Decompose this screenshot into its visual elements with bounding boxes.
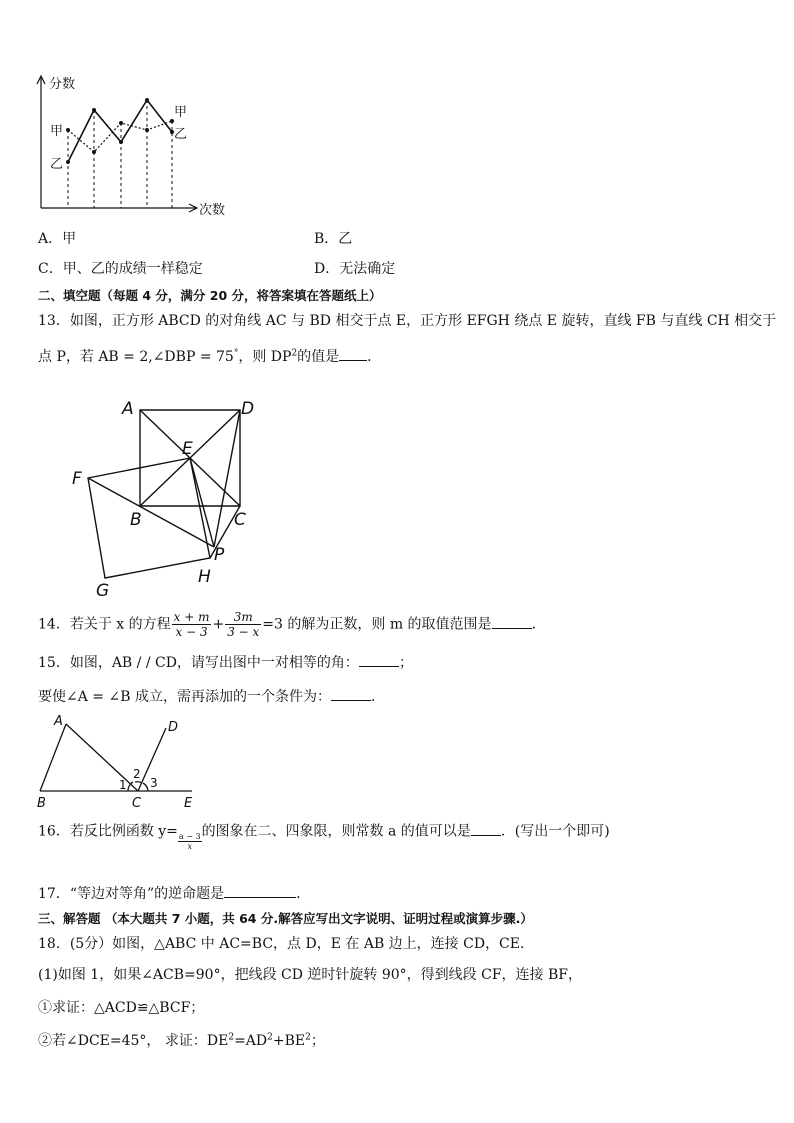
label-B: B [130, 510, 142, 530]
q16-answer-blank[interactable] [471, 823, 501, 836]
q14-fraction-1: $\frac{x + m}{x - 3}$ [173, 610, 210, 639]
y-axis-label: 分数 [49, 77, 76, 92]
angle-2: 2 [133, 767, 141, 781]
q12-option-b: B．乙 [314, 231, 353, 247]
label-E: E [182, 439, 193, 459]
left-yi-label: 乙 [50, 157, 64, 172]
q13-answer-blank[interactable] [339, 348, 367, 361]
q16: 16．若反比例函数 y= $\frac{a - 3}{x}$ 的图象在二、四象限，则常数 a 的值可以是 ．(写出一个即可) [38, 823, 610, 851]
q18-line1: 18．(5分）如图，△ABC 中 AC=BC，点 D，E 在 AB 边上，连接 CD，CE． [38, 936, 534, 952]
left-jia-label: 甲 [50, 124, 64, 139]
q12-option-d: D．无法确定 [314, 261, 396, 277]
label-F: F [72, 469, 82, 489]
label-D: D [168, 720, 179, 735]
label-H: H [198, 567, 211, 587]
right-yi-label: 乙 [174, 127, 188, 142]
q15-line1: 15．如图，AB / / CD，请写出图中一对相等的角： ； [38, 655, 413, 671]
right-jia-label: 甲 [174, 105, 188, 120]
section2-title: 二、填空题（每题 4 分，满分 20 分，将答案填在答题纸上） [38, 288, 382, 303]
q12-score-chart [30, 72, 240, 222]
label-D: D [241, 399, 255, 419]
section3-title: 三、解答题 （本大题共 7 小题，共 64 分.解答应写出文字说明、证明过程或演算步骤.） [38, 911, 533, 926]
label-P: P [214, 545, 225, 565]
label-B: B [37, 796, 46, 810]
label-A: A [54, 714, 63, 729]
x-axis-label: 次数 [199, 203, 226, 218]
q15-answer-blank-2[interactable] [331, 688, 371, 701]
angle-1: 1 [119, 778, 127, 792]
q15-parallel-figure [34, 712, 214, 810]
series-points [66, 98, 174, 164]
q14: 14．若关于 x 的方程 $\frac{x + m}{x - 3}$ + $\frac{3m}{3 - x}$ =3 的解为正数，则 m 的取值范围是 ． [38, 610, 546, 639]
q13-square-figure [60, 392, 270, 597]
label-C: C [132, 796, 142, 810]
q18-line3: ①求证：△ACD≌△BCF； [38, 1000, 205, 1016]
series-yi-line [68, 121, 172, 152]
q17: 17．“等边对等角”的逆命题是 ． [38, 886, 311, 902]
q13-line1: 13．如图，正方形 ABCD 的对角线 AC 与 BD 相交于点 E，正方形 EFGH 绕点 E 旋转，直线 FB 与直线 CH 相交于 [38, 313, 777, 329]
square-efgh [88, 458, 210, 578]
q12-option-a: A．甲 [38, 231, 77, 247]
q18-line4: ②若∠DCE=45°， 求证：$DE^2=AD^2+BE^2$； [38, 1032, 325, 1049]
label-G: G [96, 581, 110, 597]
q12-option-c: C．甲、乙的成绩一样稳定 [38, 261, 203, 277]
q14-answer-blank[interactable] [492, 616, 532, 629]
angle-3: 3 [150, 776, 158, 790]
dashed-guides [68, 100, 172, 208]
q18-line2: (1)如图 1，如果∠ACB=90°，把线段 CD 逆时针旋转 90°，得到线段 CF，连接 BF， [38, 967, 583, 983]
q15-answer-blank-1[interactable] [359, 654, 399, 667]
q17-answer-blank[interactable] [224, 885, 296, 898]
q13-line2: 点 P，若 AB = 2,∠DBP = 75°，则 $DP^2$的值是 ． [38, 348, 382, 365]
label-C: C [234, 510, 246, 530]
label-A: A [122, 399, 134, 419]
q14-fraction-2: $\frac{3m}{3 - x}$ [227, 610, 260, 639]
q15-line2: 要使∠A = ∠B 成立，需再添加的一个条件为： ． [38, 689, 385, 705]
series-jia-line [68, 100, 172, 162]
label-E: E [184, 796, 193, 810]
q16-fraction: $\frac{a - 3}{x}$ [178, 832, 201, 851]
